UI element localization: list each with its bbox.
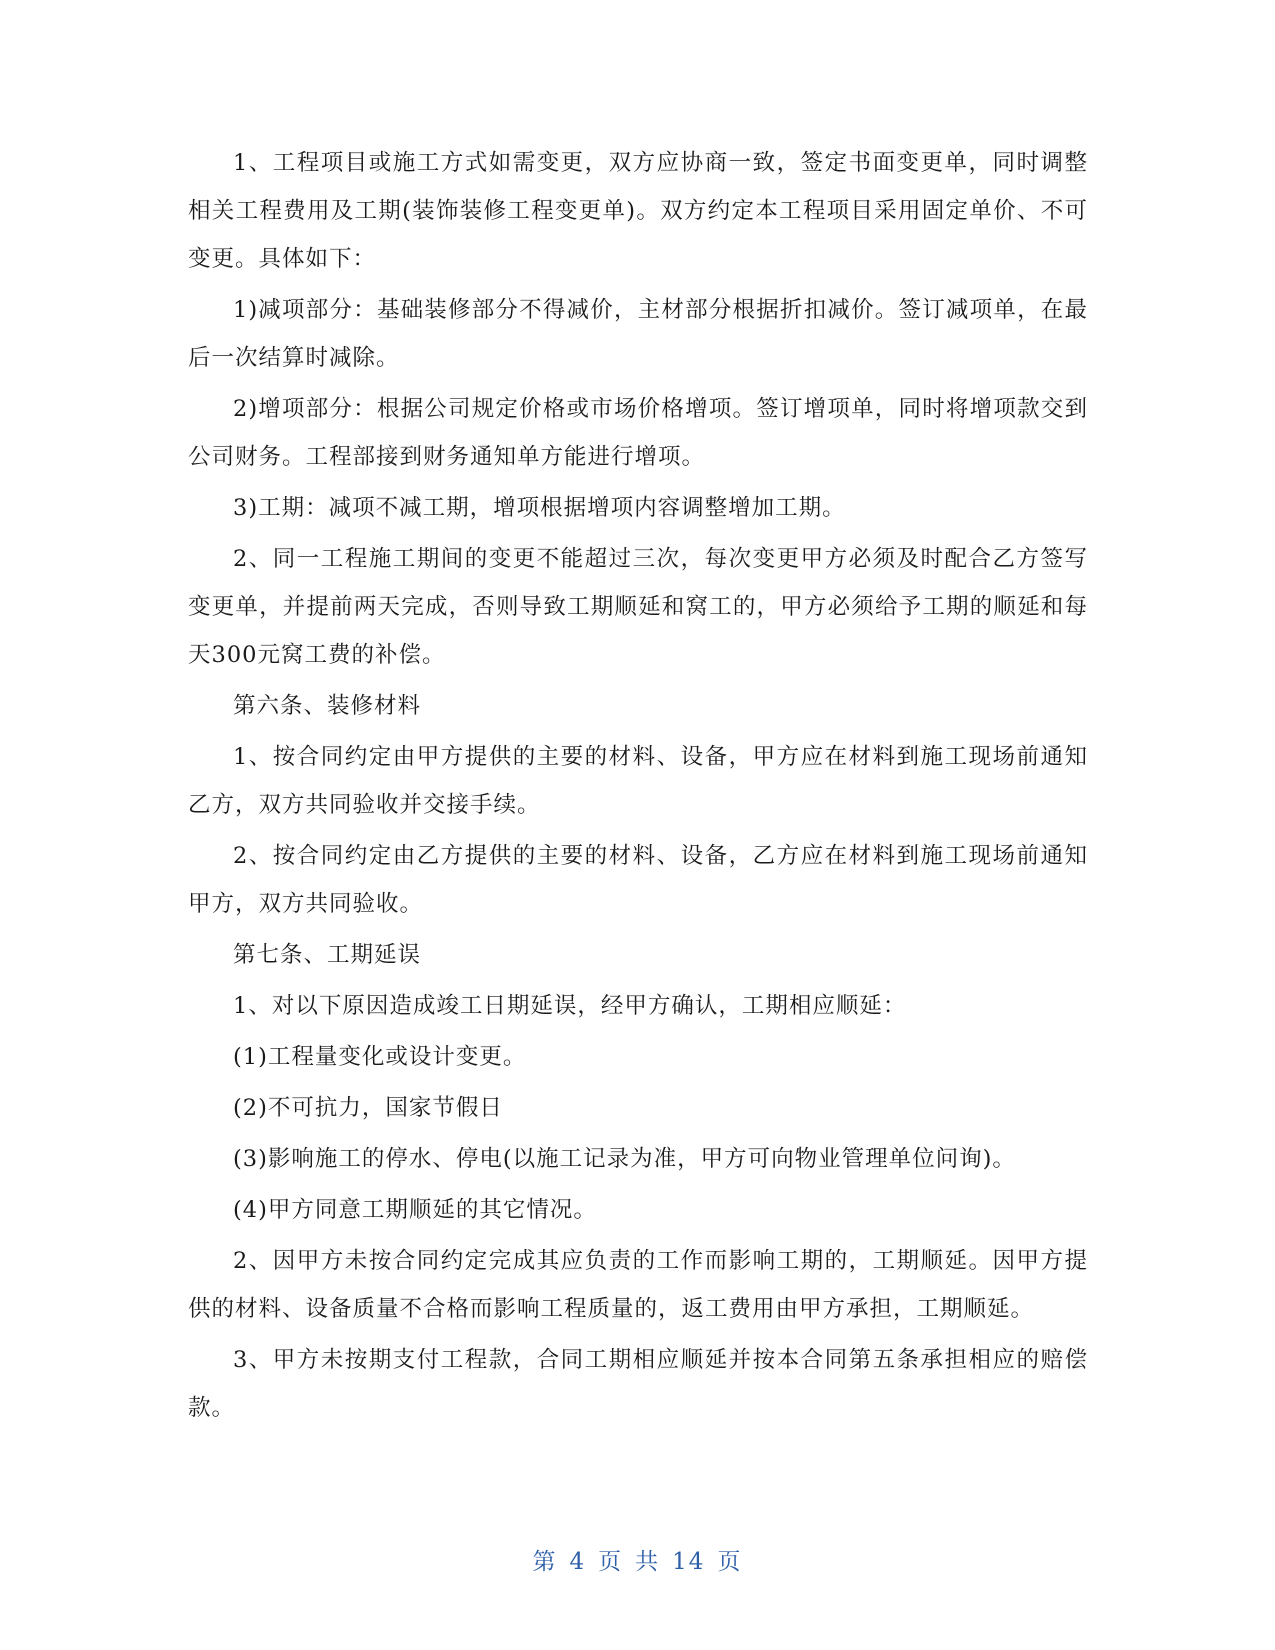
footer-page-word: 页: [598, 1549, 624, 1575]
footer-prefix: 第: [532, 1549, 558, 1575]
paragraph-deduction: 1)减项部分：基础装修部分不得减价，主材部分根据折扣减价。签订减项单，在最后一次结算时减除。: [188, 297, 1088, 371]
paragraph-change-clause: 1、工程项目或施工方式如需变更，双方应协商一致，签定书面变更单，同时调整相关工程费用及工期(装饰装修工程变更单)。双方约定本工程项目采用固定单价、不可变更。具体如下：: [188, 150, 1088, 272]
footer-current-page: 4: [569, 1549, 587, 1575]
list-item-delay-1: (1)工程量变化或设计变更。: [233, 1044, 527, 1070]
section-heading-materials: 第六条、装修材料: [233, 693, 422, 719]
paragraph-materials-party-b: 2、按合同约定由乙方提供的主要的材料、设备，乙方应在材料到施工现场前通知甲方，双方共同验收。: [188, 843, 1088, 917]
list-item-delay-4: (4)甲方同意工期顺延的其它情况。: [233, 1197, 597, 1223]
footer-total-pages: 14: [672, 1549, 706, 1575]
paragraph-party-a-delay: 2、因甲方未按合同约定完成其应负责的工作而影响工期的，工期顺延。因甲方提供的材料、设备质量不合格而影响工程质量的，返工费用由甲方承担，工期顺延。: [188, 1248, 1088, 1322]
paragraph-addition: 2)增项部分：根据公司规定价格或市场价格增项。签订增项单，同时将增项款交到公司财务。工程部接到财务通知单方能进行增项。: [188, 396, 1088, 470]
paragraph-materials-party-a: 1、按合同约定由甲方提供的主要的材料、设备，甲方应在材料到施工现场前通知乙方，双方共同验收并交接手续。: [188, 744, 1088, 818]
document-body: [188, 139, 1088, 1435]
list-item-delay-2: (2)不可抗力，国家节假日: [233, 1095, 503, 1121]
paragraph-change-limit: 2、同一工程施工期间的变更不能超过三次，每次变更甲方必须及时配合乙方签写变更单，并提前两天完成，否则导致工期顺延和窝工的，甲方必须给予工期的顺延和每天300元窝工费的补偿。: [188, 546, 1088, 668]
list-item-delay-3: (3)影响施工的停水、停电(以施工记录为准，甲方可向物业管理单位问询)。: [233, 1146, 1016, 1172]
section-heading-delay: 第七条、工期延误: [233, 942, 422, 968]
paragraph-delay-causes: 1、对以下原因造成竣工日期延误，经甲方确认，工期相应顺延：: [233, 993, 907, 1019]
page-footer: [0, 1543, 1275, 1576]
paragraph-payment-delay: 3、甲方未按期支付工程款，合同工期相应顺延并按本合同第五条承担相应的赔偿款。: [188, 1347, 1088, 1421]
paragraph-schedule: 3)工期：减项不减工期，增项根据增项内容调整增加工期。: [233, 495, 846, 521]
footer-suffix: 页: [717, 1549, 743, 1575]
footer-total-word: 共: [635, 1549, 661, 1575]
